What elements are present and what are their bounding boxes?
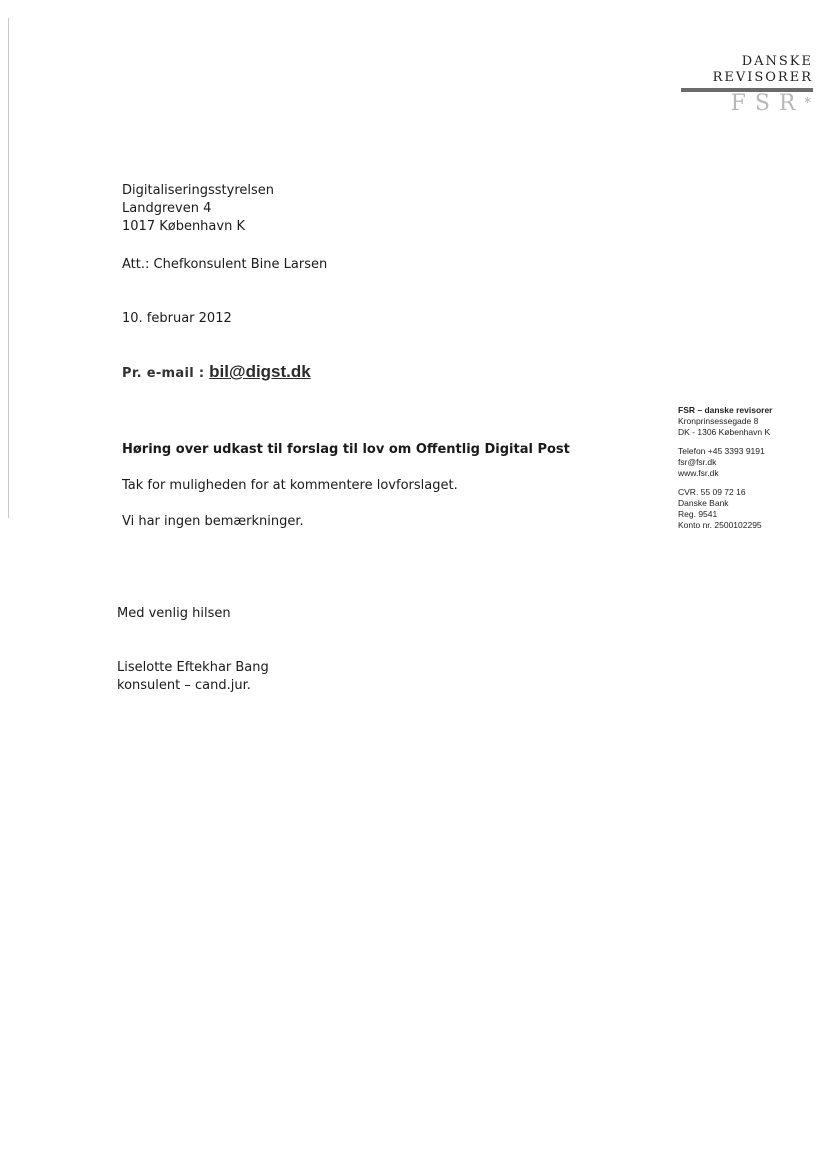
logo-star-icon: * xyxy=(804,96,811,111)
signer-title: konsulent – cand.jur. xyxy=(117,678,251,693)
letter-subject: Høring over udkast til forslag til lov om Offentlig Digital Post xyxy=(122,442,570,457)
sender-org: FSR – danske revisorer xyxy=(678,405,773,415)
sender-city: DK - 1306 København K xyxy=(678,427,771,437)
recipient-street: Landgreven 4 xyxy=(122,201,212,216)
recipient-city: 1017 København K xyxy=(122,219,245,234)
scan-edge-line xyxy=(8,18,9,518)
delivery-label: Pr. e-mail : xyxy=(122,366,210,381)
fsr-logo xyxy=(681,54,813,116)
recipient-name: Digitaliseringsstyrelsen xyxy=(122,183,275,198)
signature-block xyxy=(117,659,269,695)
recipient-address xyxy=(122,182,274,236)
signer-name: Liselotte Eftekhar Bang xyxy=(117,660,269,675)
sender-contact-group xyxy=(678,446,773,479)
recipient-attention: Att.: Chefkonsulent Bine Larsen xyxy=(122,257,328,272)
logo-line-revisorer: REVISORER xyxy=(712,70,813,85)
recipient-email-link[interactable]: bil@digst.dk xyxy=(209,362,311,381)
sender-web: www.fsr.dk xyxy=(678,468,719,478)
sender-address-group xyxy=(678,405,773,438)
body-paragraph-2: Vi har ingen bemærkninger. xyxy=(122,514,304,529)
body-paragraph-1: Tak for muligheden for at kommentere lovforslaget. xyxy=(122,478,458,493)
sender-bank: Danske Bank xyxy=(678,498,729,508)
sender-cvr: CVR. 55 09 72 16 xyxy=(678,487,746,497)
delivery-line xyxy=(122,363,311,383)
sender-email: fsr@fsr.dk xyxy=(678,457,717,467)
sender-reg: Reg. 9541 xyxy=(678,509,718,519)
logo-mark-text: FSR xyxy=(730,91,805,116)
letter-date: 10. februar 2012 xyxy=(122,311,232,326)
sender-account: Konto nr. 2500102295 xyxy=(678,520,762,530)
closing-salutation: Med venlig hilsen xyxy=(117,606,231,621)
logo-mark xyxy=(681,92,813,116)
sender-street: Kronprinsessegade 8 xyxy=(678,416,759,426)
sender-phone: Telefon +45 3393 9191 xyxy=(678,446,765,456)
sender-bank-group xyxy=(678,487,773,531)
logo-line-danske: DANSKE xyxy=(741,54,813,69)
sender-info-sidebar xyxy=(678,405,773,539)
